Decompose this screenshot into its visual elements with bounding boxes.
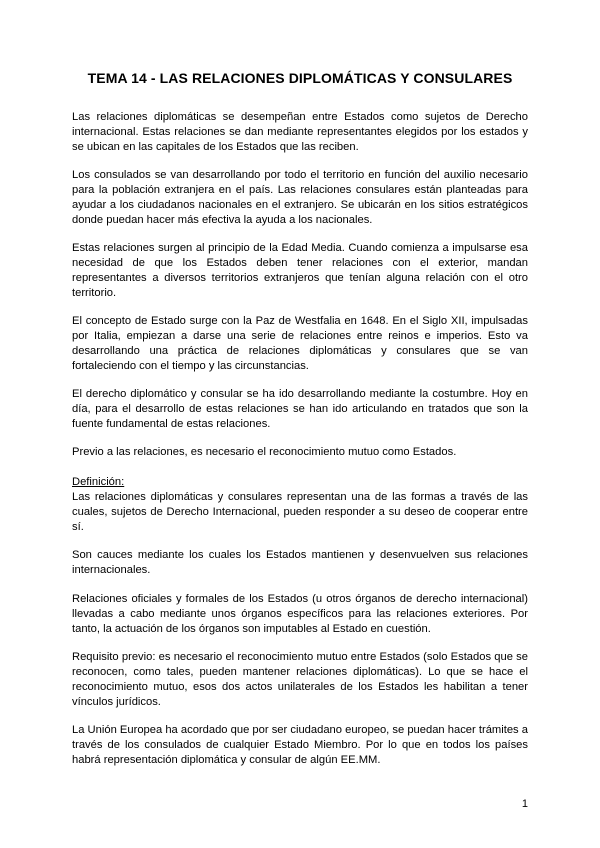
paragraph-origins: Estas relaciones surgen al principio de la Edad Media. Cuando comienza a impulsarse esa necesidad de que los Estados deben tener relaciones con el exterior, mandan representantes a diversos territorios extranjeros que tenían alguna relación con el otro territorio. [72, 242, 528, 299]
paragraph-diplomatic-relations: Las relaciones diplomáticas se desempeñan entre Estados como sujetos de Derecho internacional. Estas relaciones se dan mediante representantes elegidos por los estados y se ubican en las capitales de los Estados que las reciben. [72, 111, 528, 153]
definition-paragraph-official-relations: Relaciones oficiales y formales de los Estados (u otros órganos de derecho internacional) llevadas a cabo mediante unos órganos específicos para las relaciones exteriores. Por tanto, la actuación de los órganos son imputables al Estado en cuestión. [72, 593, 528, 635]
definition-paragraph-channels: Son cauces mediante los cuales los Estados mantienen y desenvuelven sus relaciones internacionales. [72, 549, 528, 576]
paragraph-mutual-recognition: Previo a las relaciones, es necesario el reconocimiento mutuo como Estados. [72, 446, 457, 458]
paragraph-westphalia: El concepto de Estado surge con la Paz de Westfalia en 1648. En el Siglo XII, impulsadas por Italia, empiezan a darse una serie de relaciones entre reinos e imperios. Esto va desarrollando una práctica de relaciones diplomáticas y consulares que se van fortaleciendo con el tiempo y las circunstancias. [72, 315, 528, 372]
definition-heading: Definición: [72, 476, 125, 488]
definition-paragraph-european-union: La Unión Europea ha acordado que por ser ciudadano europeo, se puedan hacer trámites a través de los consulados de cualquier Estado Miembro. Por lo que en todos los países habrá representación diplomática y consular de algún EE.MM. [72, 724, 528, 766]
page-title: TEMA 14 - LAS RELACIONES DIPLOMÁTICAS Y CONSULARES [87, 70, 513, 86]
page-number: 1 [521, 798, 528, 810]
definition-paragraph-forms: Las relaciones diplomáticas y consulares representan una de las formas a través de las cuales, sujetos de Derecho Internacional, pueden responder a su deseo de cooperar entre sí. [72, 491, 528, 533]
definition-paragraph-prerequisite: Requisito previo: es necesario el reconocimiento mutuo entre Estados (solo Estados que se reconocen, como tales, pueden mantener relaciones diplomáticas). Lo que se hace el reconocimiento mutuo, esos dos actos unilaterales de los Estados les habilitan a tener vínculos jurídicos. [72, 651, 528, 708]
paragraph-consulates: Los consulados se van desarrollando por todo el territorio en función del auxilio necesario para la población extranjera en el país. Las relaciones consulares están planteadas para ayudar a los ciudadanos nacionales en el extranjero. Se ubicarán en los sitios estratégicos donde puedan hacer más efectiva la ayuda a los nacionales. [72, 169, 528, 226]
paragraph-customary-law: El derecho diplomático y consular se ha ido desarrollando mediante la costumbre. Hoy en día, para el desarrollo de estas relaciones se han ido articulando en tratados que son la fuente fundamental de estas relaciones. [72, 388, 528, 430]
